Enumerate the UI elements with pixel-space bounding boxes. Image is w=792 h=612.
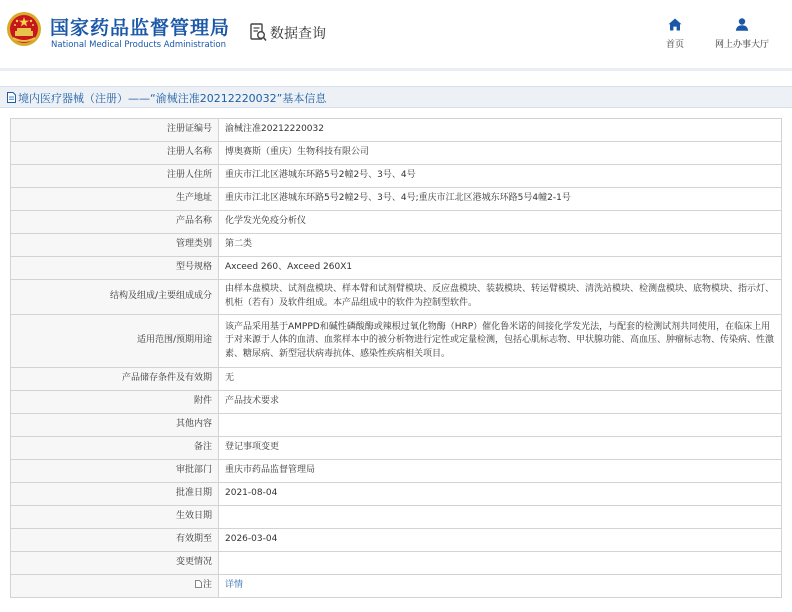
field-label: 注册人名称 (11, 142, 219, 165)
brand-name-en[interactable]: National Medical Products Administration (51, 40, 226, 50)
field-label: 管理类别 (11, 234, 219, 257)
field-label: 生产地址 (11, 188, 219, 211)
field-value: 重庆市药品监督管理局 (219, 460, 782, 483)
field-value: 第二类 (219, 234, 782, 257)
header-divider (0, 68, 792, 71)
field-value (219, 414, 782, 437)
table-row (11, 506, 782, 529)
field-value: 该产品采用基于AMPPD和碱性磷酸酶或辣根过氧化物酶（HRP）催化鲁米诺的间接化学发光法，与配套的检测试剂共同使用，在临床上用于对来源于人体的血清、血浆样本中的被分析物进行定性或定量检测，包括心肌标志物、甲状腺功能、高血压、肿瘤标志物、传染病、性激素、糖尿病、新型冠状病毒抗体、感染性疾病相关项目。 (219, 315, 782, 368)
field-value: 渝械注准20212220032 (219, 119, 782, 142)
table-row (11, 483, 782, 506)
table-row (11, 315, 782, 368)
field-value: 化学发光免疫分析仪 (219, 211, 782, 234)
table-row (11, 368, 782, 391)
field-value: 重庆市江北区港城东环路5号2幢2号、3号、4号;重庆市江北区港城东环路5号4幢2-1号 (219, 188, 782, 211)
table-row (11, 280, 782, 315)
field-label: 其他内容 (11, 414, 219, 437)
field-label: 审批部门 (11, 460, 219, 483)
details-link[interactable]: 详情 (219, 575, 782, 598)
table-row (11, 437, 782, 460)
data-query-title: 数据查询 (270, 26, 326, 42)
detail-title-bar (0, 86, 792, 108)
nav-online-office[interactable] (708, 18, 776, 50)
table-row (11, 414, 782, 437)
field-value (219, 506, 782, 529)
detail-title: 境内医疗器械（注册）——“渝械注准20212220032”基本信息 (18, 92, 327, 105)
table-row (11, 142, 782, 165)
table-row (11, 119, 782, 142)
detail-table (10, 118, 782, 598)
field-value: 2021-08-04 (219, 483, 782, 506)
table-row (11, 391, 782, 414)
document-search-icon (250, 23, 267, 42)
table-row (11, 257, 782, 280)
field-label: 型号规格 (11, 257, 219, 280)
field-label: 注册证编号 (11, 119, 219, 142)
brand-name-cn[interactable]: 国家药品监督管理局 (50, 17, 231, 39)
field-value: 博奥赛斯（重庆）生物科技有限公司 (219, 142, 782, 165)
field-label: 适用范围/预期用途 (11, 315, 219, 368)
field-value: 重庆市江北区港城东环路5号2幢2号、3号、4号 (219, 165, 782, 188)
nav-home[interactable] (660, 18, 690, 50)
field-label: 有效期至 (11, 529, 219, 552)
home-icon (668, 18, 682, 31)
table-row (11, 529, 782, 552)
field-value (219, 552, 782, 575)
field-label: 附件 (11, 391, 219, 414)
field-label: 备注 (11, 437, 219, 460)
document-icon (7, 92, 16, 103)
nav-home-label: 首页 (665, 40, 684, 50)
note-label-cell (11, 575, 219, 598)
field-value: 登记事项变更 (219, 437, 782, 460)
national-emblem-icon (6, 11, 42, 47)
table-row (11, 460, 782, 483)
field-value: 2026-03-04 (219, 529, 782, 552)
field-label: 批准日期 (11, 483, 219, 506)
table-row (11, 234, 782, 257)
field-value: 产品技术要求 (219, 391, 782, 414)
table-row (11, 552, 782, 575)
field-label: 结构及组成/主要组成成分 (11, 280, 219, 315)
field-value: Axceed 260、Axceed 260X1 (219, 257, 782, 280)
table-row (11, 211, 782, 234)
note-label: 注 (202, 580, 212, 591)
field-value: 由样本盘模块、试剂盘模块、样本臂和试剂臂模块、反应盘模块、装载模块、转运臂模块、清洗站模块、检测盘模块、底物模块、指示灯、机柜（若有）及软件组成。本产品组成中的软件为控制型软件。 (219, 280, 782, 315)
field-label: 产品名称 (11, 211, 219, 234)
person-icon (735, 18, 749, 31)
field-label: 注册人住所 (11, 165, 219, 188)
site-header (0, 0, 792, 68)
field-label: 生效日期 (11, 506, 219, 529)
field-value: 无 (219, 368, 782, 391)
field-label: 产品储存条件及有效期 (11, 368, 219, 391)
table-row (11, 575, 782, 598)
field-label: 变更情况 (11, 552, 219, 575)
document-icon (195, 580, 202, 588)
nav-online-office-label: 网上办事大厅 (714, 40, 769, 50)
table-row (11, 165, 782, 188)
table-row (11, 188, 782, 211)
